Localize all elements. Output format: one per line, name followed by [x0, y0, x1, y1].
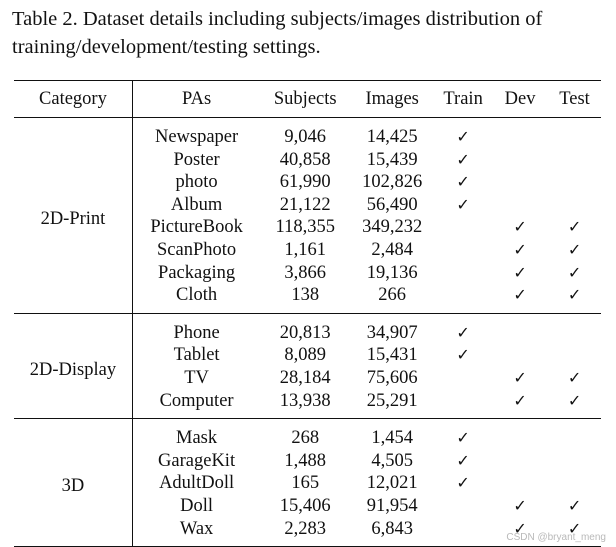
table-row: [14, 419, 601, 450]
subjects-cell: 165: [291, 473, 320, 494]
train-check-cell: [434, 118, 492, 149]
pa-cell: Computer: [159, 390, 234, 411]
check-mark-icon: ✓: [456, 450, 470, 470]
images-cell: 14,425: [366, 127, 418, 147]
subjects-cell: 13,938: [279, 390, 331, 411]
images-cell: 2,484: [371, 239, 413, 260]
train-check-cell: [434, 149, 492, 172]
train-check-cell: [434, 344, 492, 367]
check-mark-icon: ✓: [567, 390, 582, 410]
header-dev: Dev: [492, 81, 548, 118]
check-mark-icon: ✓: [567, 518, 582, 538]
images-cell: 15,439: [366, 149, 418, 170]
subjects-cell: 8,089: [284, 345, 327, 366]
check-mark-icon: ✓: [456, 345, 470, 365]
header-test: Test: [548, 81, 601, 118]
train-check-cell: [434, 171, 492, 194]
pa-cell: Cloth: [176, 285, 218, 306]
pa-cell: Album: [170, 194, 223, 215]
dev-check-cell: [492, 472, 548, 495]
check-mark-icon: ✓: [567, 495, 582, 515]
pa-cell: PictureBook: [150, 217, 243, 238]
test-check-cell: [548, 262, 601, 285]
check-mark-icon: ✓: [513, 217, 527, 237]
table-header: [14, 81, 601, 118]
category-group: [14, 118, 601, 314]
dev-check-cell: [492, 171, 548, 194]
images-cell: 25,291: [366, 390, 418, 411]
train-check-cell: [434, 450, 492, 473]
table-row: [14, 118, 601, 149]
dev-check-cell: [492, 495, 548, 518]
images-cell: 6,843: [371, 518, 413, 539]
dev-check-cell: [492, 390, 548, 419]
category-group: [14, 313, 601, 418]
pa-cell: ScanPhoto: [157, 239, 237, 260]
subjects-cell: 2,283: [284, 518, 327, 539]
dev-check-cell: [492, 118, 548, 149]
dev-check-cell: [492, 216, 548, 239]
pa-cell: AdultDoll: [159, 473, 235, 494]
images-cell: 349,232: [362, 217, 423, 238]
category-cell: 3D: [14, 419, 132, 547]
check-mark-icon: ✓: [567, 217, 582, 237]
header-images: Images: [350, 81, 434, 118]
dev-check-cell: [492, 450, 548, 473]
train-check-cell: [434, 284, 492, 313]
subjects-cell: 138: [291, 285, 320, 306]
check-mark-icon: ✓: [513, 262, 527, 282]
pa-cell: Phone: [173, 322, 220, 343]
check-mark-icon: ✓: [513, 495, 527, 515]
pa-cell: Tablet: [173, 345, 220, 366]
test-check-cell: [548, 313, 601, 344]
images-cell: 34,907: [366, 322, 418, 343]
header-pas: PAs: [132, 81, 260, 118]
test-check-cell: [548, 239, 601, 262]
table-row: [14, 313, 601, 344]
check-mark-icon: ✓: [567, 285, 582, 305]
check-mark-icon: ✓: [456, 172, 470, 192]
dev-check-cell: [492, 419, 548, 450]
train-check-cell: [434, 262, 492, 285]
check-mark-icon: ✓: [513, 518, 527, 538]
test-check-cell: [548, 472, 601, 495]
pa-cell: GarageKit: [158, 450, 236, 471]
subjects-cell: 21,122: [279, 194, 331, 215]
subjects-cell: 268: [291, 428, 320, 449]
subjects-cell: 118,355: [275, 217, 335, 238]
train-check-cell: [434, 194, 492, 217]
check-mark-icon: ✓: [513, 390, 527, 410]
check-mark-icon: ✓: [567, 262, 582, 282]
check-mark-icon: ✓: [456, 473, 470, 493]
header-row: [14, 81, 601, 118]
images-cell: 4,505: [371, 450, 413, 471]
pa-cell: Mask: [176, 428, 218, 449]
test-check-cell: [548, 367, 601, 390]
dev-check-cell: [492, 194, 548, 217]
category-group: [14, 419, 601, 547]
check-mark-icon: ✓: [513, 239, 527, 259]
train-check-cell: [434, 419, 492, 450]
test-check-cell: [548, 284, 601, 313]
test-check-cell: [548, 344, 601, 367]
subjects-cell: 20,813: [279, 322, 331, 343]
train-check-cell: [434, 239, 492, 262]
category-cell: 2D-Display: [14, 313, 132, 418]
train-check-cell: [434, 518, 492, 547]
train-check-cell: [434, 313, 492, 344]
check-mark-icon: ✓: [456, 428, 470, 448]
check-mark-icon: ✓: [567, 367, 582, 387]
subjects-cell: 15,406: [279, 495, 331, 516]
check-mark-icon: ✓: [567, 239, 582, 259]
images-cell: 12,021: [366, 473, 418, 494]
dev-check-cell: [492, 313, 548, 344]
subjects-cell: 61,990: [279, 172, 331, 193]
subjects-cell: 1,488: [284, 450, 327, 471]
subjects-cell: 9,046: [284, 127, 327, 147]
dev-check-cell: [492, 344, 548, 367]
dev-check-cell: [492, 367, 548, 390]
dev-check-cell: [492, 239, 548, 262]
test-check-cell: [548, 118, 601, 149]
dev-check-cell: [492, 262, 548, 285]
check-mark-icon: ✓: [456, 194, 470, 214]
dataset-table: [14, 80, 601, 547]
dev-check-cell: [492, 284, 548, 313]
table-caption: Table 2. Dataset details including subjects/images distribution of training/development/testing settings.: [12, 8, 543, 58]
pa-cell: photo: [175, 172, 218, 193]
watermark: CSDN @bryant_meng: [506, 532, 606, 543]
train-check-cell: [434, 495, 492, 518]
train-check-cell: [434, 472, 492, 495]
header-train: Train: [434, 81, 492, 118]
subjects-cell: 1,161: [284, 239, 327, 260]
dev-check-cell: [492, 149, 548, 172]
check-mark-icon: ✓: [513, 367, 527, 387]
test-check-cell: [548, 216, 601, 239]
check-mark-icon: ✓: [513, 285, 527, 305]
test-check-cell: [548, 450, 601, 473]
header-category: Category: [14, 81, 132, 118]
subjects-cell: 28,184: [279, 367, 331, 388]
pa-cell: Packaging: [158, 262, 236, 283]
pa-cell: Newspaper: [154, 127, 239, 147]
subjects-cell: 3,866: [284, 262, 327, 283]
pa-cell: Doll: [180, 495, 214, 516]
header-subjects: Subjects: [260, 81, 350, 118]
images-cell: 91,954: [366, 495, 418, 516]
images-cell: 15,431: [366, 345, 418, 366]
images-cell: 266: [378, 285, 407, 306]
check-mark-icon: ✓: [456, 149, 470, 169]
test-check-cell: [548, 194, 601, 217]
test-check-cell: [548, 149, 601, 172]
train-check-cell: [434, 367, 492, 390]
category-cell: 2D-Print: [14, 118, 132, 314]
test-check-cell: [548, 171, 601, 194]
pa-cell: Wax: [179, 518, 214, 539]
train-check-cell: [434, 390, 492, 419]
pa-cell: Poster: [173, 149, 220, 170]
check-mark-icon: ✓: [456, 127, 470, 146]
images-cell: 75,606: [366, 367, 418, 388]
subjects-cell: 40,858: [279, 149, 331, 170]
images-cell: 19,136: [366, 262, 418, 283]
test-check-cell: [548, 495, 601, 518]
pa-cell: TV: [184, 367, 209, 388]
images-cell: 1,454: [371, 428, 413, 449]
images-cell: 102,826: [362, 172, 423, 193]
images-cell: 56,490: [366, 194, 418, 215]
test-check-cell: [548, 419, 601, 450]
check-mark-icon: ✓: [456, 322, 470, 342]
test-check-cell: [548, 390, 601, 419]
train-check-cell: [434, 216, 492, 239]
